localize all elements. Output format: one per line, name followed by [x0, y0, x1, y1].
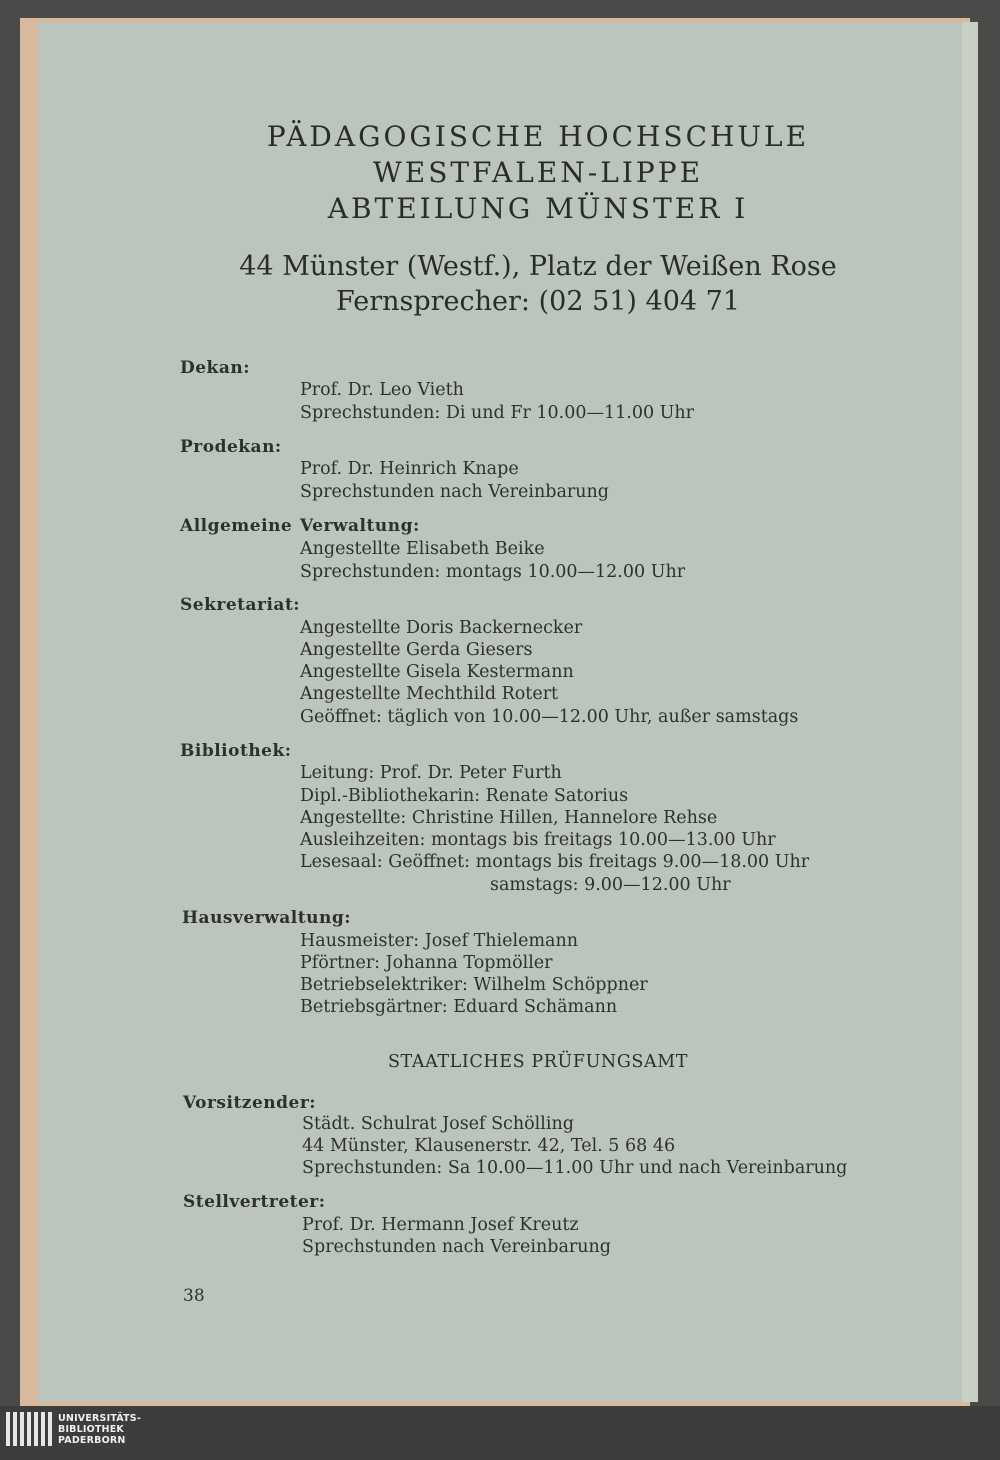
prodekan-label: Prodekan:	[180, 437, 282, 457]
stellvertreter-label: Stellvertreter:	[183, 1192, 326, 1212]
page-number: 38	[183, 1286, 205, 1306]
sekretariat-line: Angestellte Gisela Kestermann	[300, 662, 574, 682]
institution-title: PÄDAGOGISCHE HOCHSCHULE	[266, 120, 810, 153]
bibliothek-line: samstags: 9.00—12.00 Uhr	[490, 875, 731, 895]
bibliothek-line: Leitung: Prof. Dr. Peter Furth	[300, 763, 562, 783]
verwaltung-hours: Sprechstunden: montags 10.00—12.00 Uhr	[300, 562, 686, 582]
prodekan-hours: Sprechstunden nach Vereinbarung	[300, 482, 609, 502]
sekretariat-line: Angestellte Gerda Giesers	[300, 640, 533, 660]
hausverwaltung-line: Hausmeister: Josef Thielemann	[300, 931, 579, 951]
phone: Fernsprecher: (02 51) 404 71	[335, 286, 741, 317]
sekretariat-hours: Geöffnet: täglich von 10.00—12.00 Uhr, außer samstags	[300, 707, 799, 727]
vorsitzender-hours: Sprechstunden: Sa 10.00—11.00 Uhr und nach Vereinbarung	[302, 1158, 848, 1178]
verwaltung-label-1: Allgemeine	[180, 516, 293, 536]
hausverwaltung-label: Hausverwaltung:	[182, 908, 351, 928]
library-logo-icon	[6, 1412, 52, 1446]
vorsitzender-label: Vorsitzender:	[183, 1093, 317, 1113]
institution-department: ABTEILUNG MÜNSTER I	[327, 192, 749, 225]
logo-line: UNIVERSITÄTS-	[58, 1412, 141, 1424]
stellvertreter-name: Prof. Dr. Hermann Josef Kreutz	[302, 1215, 579, 1235]
page-gutter	[962, 22, 978, 1402]
logo-line: PADERBORN	[58, 1434, 126, 1446]
hausverwaltung-line: Betriebsgärtner: Eduard Schämann	[300, 997, 618, 1017]
pruefungsamt-heading: STAATLICHES PRÜFUNGSAMT	[387, 1052, 689, 1072]
bibliothek-line: Angestellte: Christine Hillen, Hannelore Rehse	[300, 808, 718, 828]
library-logo[interactable]	[6, 1412, 141, 1446]
library-logo-text	[58, 1413, 141, 1446]
footer-bar	[0, 1406, 1000, 1460]
vorsitzender-line: Städt. Schulrat Josef Schölling	[302, 1114, 574, 1134]
dekan-hours: Sprechstunden: Di und Fr 10.00—11.00 Uhr	[300, 403, 695, 423]
bibliothek-line: Lesesaal: Geöffnet: montags bis freitags 9.00—18.00 Uhr	[300, 852, 810, 872]
hausverwaltung-line: Betriebselektriker: Wilhelm Schöppner	[300, 975, 648, 995]
bibliothek-line: Ausleihzeiten: montags bis freitags 10.00—13.00 Uhr	[300, 830, 776, 850]
hausverwaltung-line: Pförtner: Johanna Topmöller	[300, 953, 553, 973]
institution-region: WESTFALEN-LIPPE	[372, 156, 704, 189]
address: 44 Münster (Westf.), Platz der Weißen Rose	[239, 251, 837, 282]
bibliothek-line: Dipl.-Bibliothekarin: Renate Satorius	[300, 786, 629, 806]
sekretariat-line: Angestellte Doris Backernecker	[300, 618, 583, 638]
stellvertreter-hours: Sprechstunden nach Vereinbarung	[302, 1237, 611, 1257]
dekan-label: Dekan:	[180, 358, 250, 378]
prodekan-name: Prof. Dr. Heinrich Knape	[300, 459, 519, 479]
verwaltung-name: Angestellte Elisabeth Beike	[300, 539, 545, 559]
sekretariat-label: Sekretariat:	[180, 595, 301, 615]
bibliothek-label: Bibliothek:	[180, 741, 292, 761]
logo-line: BIBLIOTHEK	[58, 1423, 124, 1435]
verwaltung-label-2: Verwaltung:	[300, 516, 420, 536]
sekretariat-line: Angestellte Mechthild Rotert	[300, 684, 559, 704]
vorsitzender-line: 44 Münster, Klausenerstr. 42, Tel. 5 68 46	[302, 1136, 676, 1156]
dekan-name: Prof. Dr. Leo Vieth	[300, 380, 464, 400]
